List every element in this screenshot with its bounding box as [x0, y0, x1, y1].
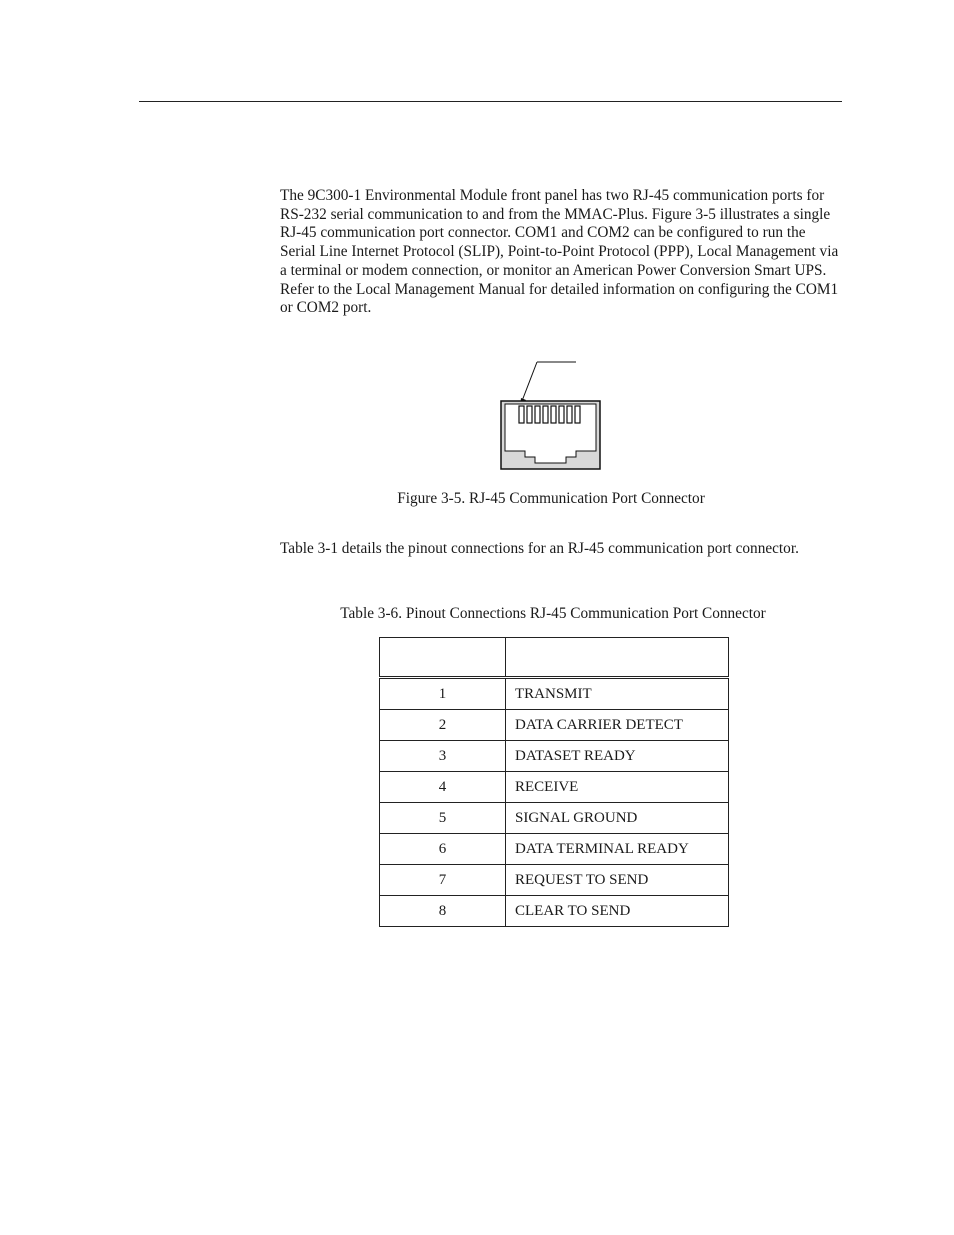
pin-number: 1: [380, 678, 506, 710]
signal-name: TRANSMIT: [506, 678, 729, 710]
rj45-connector-figure: [490, 355, 610, 475]
signal-name: SIGNAL GROUND: [506, 803, 729, 834]
pin-column-header: [380, 638, 506, 678]
leader-line-diagonal: [522, 362, 537, 401]
header-rule: [139, 101, 842, 102]
table-header-row: [380, 638, 729, 678]
figure-caption: Figure 3-5. RJ-45 Communication Port Connector: [397, 490, 705, 507]
signal-name: CLEAR TO SEND: [506, 896, 729, 927]
table-row: [380, 896, 729, 927]
signal-column-header: [506, 638, 729, 678]
table-row: [380, 710, 729, 741]
signal-name: DATA CARRIER DETECT: [506, 710, 729, 741]
signal-name: DATA TERMINAL READY: [506, 834, 729, 865]
table-row: [380, 678, 729, 710]
intro-paragraph: The 9C300-1 Environmental Module front panel has two RJ-45 communication ports for RS-232 serial communication to and from the MMAC-Plus. Figure 3-5 illustrates a single RJ-45 communication port connector. COM1 and COM2 can be configured to run the Serial Line Internet Protocol (SLIP), Point-to-Point Protocol (PPP), Local Management via a terminal or modem connection, or monitor an American Power Conversion Smart UPS. Refer to the Local Management Manual for detailed information on configuring the COM1 or COM2 port.: [280, 187, 839, 317]
pin-number: 2: [380, 710, 506, 741]
pinout-table: [379, 637, 729, 927]
pin-number: 8: [380, 896, 506, 927]
signal-name: DATASET READY: [506, 741, 729, 772]
signal-name: REQUEST TO SEND: [506, 865, 729, 896]
table-row: [380, 834, 729, 865]
table-row: [380, 741, 729, 772]
pin-number: 4: [380, 772, 506, 803]
pin-number: 6: [380, 834, 506, 865]
signal-name: RECEIVE: [506, 772, 729, 803]
pin-number: 3: [380, 741, 506, 772]
table-row: [380, 772, 729, 803]
rj45-connector-icon: [490, 355, 610, 475]
pin-number: 5: [380, 803, 506, 834]
table-row: [380, 803, 729, 834]
pin-number: 7: [380, 865, 506, 896]
table-reference-paragraph: Table 3-1 details the pinout connections for an RJ-45 communication port connector.: [280, 540, 799, 557]
table-caption: Table 3-6. Pinout Connections RJ-45 Communication Port Connector: [340, 605, 766, 622]
table-row: [380, 865, 729, 896]
